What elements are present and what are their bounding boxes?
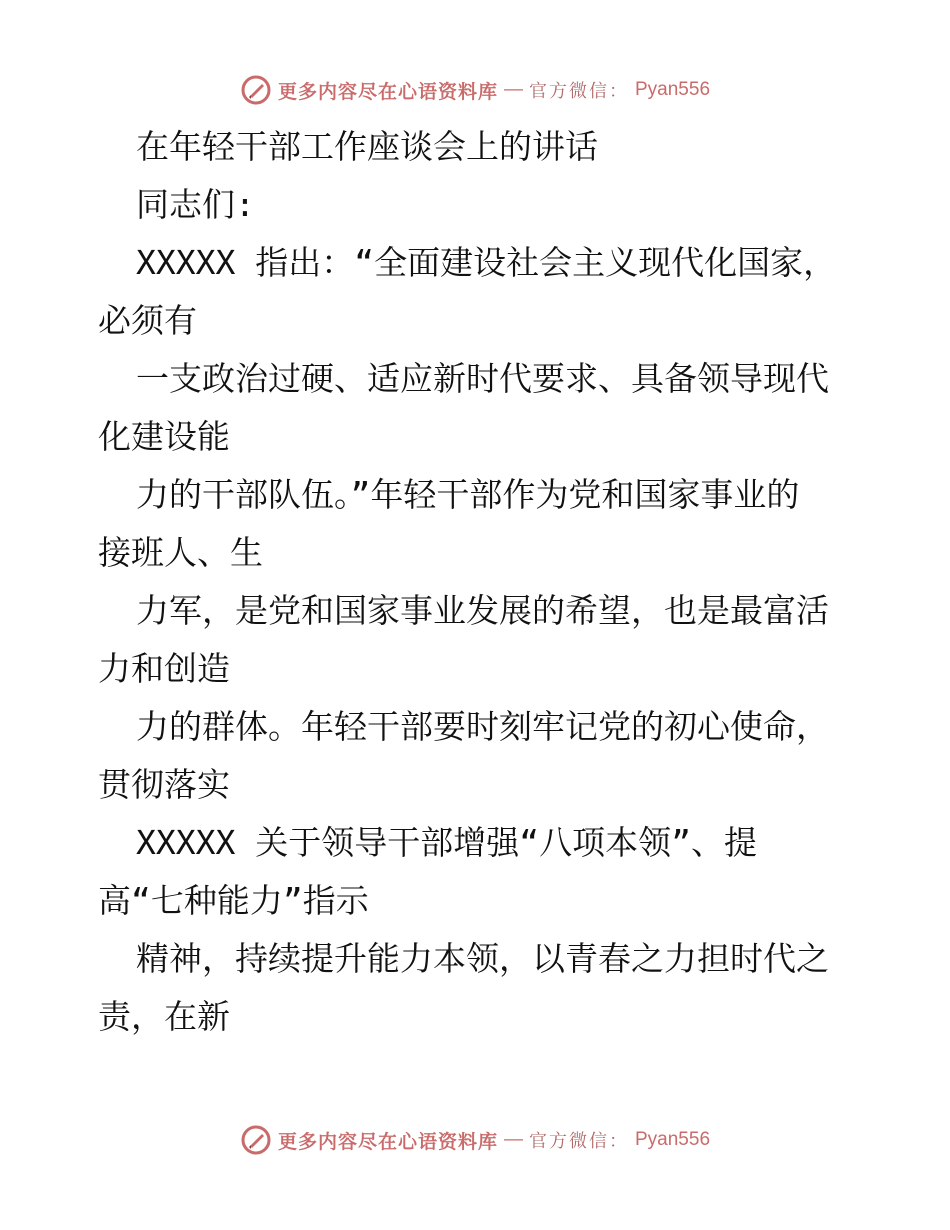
text-line: 一支政治过硬、适应新时代要求、具备领导现代 (136, 359, 829, 398)
text-line: XXXXX 指出：“全面建设社会主义现代化国家， (136, 243, 837, 282)
text-line: 化建设能 (98, 417, 230, 456)
text-line: 贯彻落实 (98, 765, 230, 804)
text-line: 责，在新 (98, 997, 230, 1036)
text-line: 力和创造 (98, 649, 230, 688)
pen-logo-icon (240, 74, 272, 106)
text-line: 必须有 (98, 301, 197, 340)
banner-separator: — (504, 79, 523, 100)
text-line: 力军，是党和国家事业发展的希望，也是最富活 (136, 591, 829, 630)
document-body (98, 118, 858, 1046)
text-line: 接班人、生 (98, 533, 263, 572)
banner-site-text: 更多内容尽在心语资料库 (277, 80, 498, 103)
text-line: 高“七种能力”指示 (98, 881, 369, 920)
text-line: 精神，持续提升能力本领，以青春之力担时代之 (136, 939, 829, 978)
banner-separator: — (504, 1129, 523, 1150)
banner-wechat-label: 官方微信： (529, 81, 629, 102)
banner-wechat-id: Pyan556 (635, 79, 711, 100)
banner-site-text: 更多内容尽在心语资料库 (277, 1130, 498, 1153)
document-title: 在年轻干部工作座谈会上的讲话 (136, 127, 598, 166)
text-line: 力的干部队伍。”年轻干部作为党和国家事业的 (136, 475, 800, 514)
footer-banner (0, 1120, 950, 1160)
salutation: 同志们: (136, 185, 255, 224)
text-line: 力的群体。年轻干部要时刻牢记党的初心使命， (136, 707, 829, 746)
banner-wechat-label: 官方微信： (529, 1131, 629, 1152)
header-banner (0, 70, 950, 110)
pen-logo-icon (240, 1124, 272, 1156)
banner-wechat-id: Pyan556 (635, 1129, 711, 1150)
text-line: XXXXX 关于领导干部增强“八项本领”、提 (136, 823, 757, 862)
